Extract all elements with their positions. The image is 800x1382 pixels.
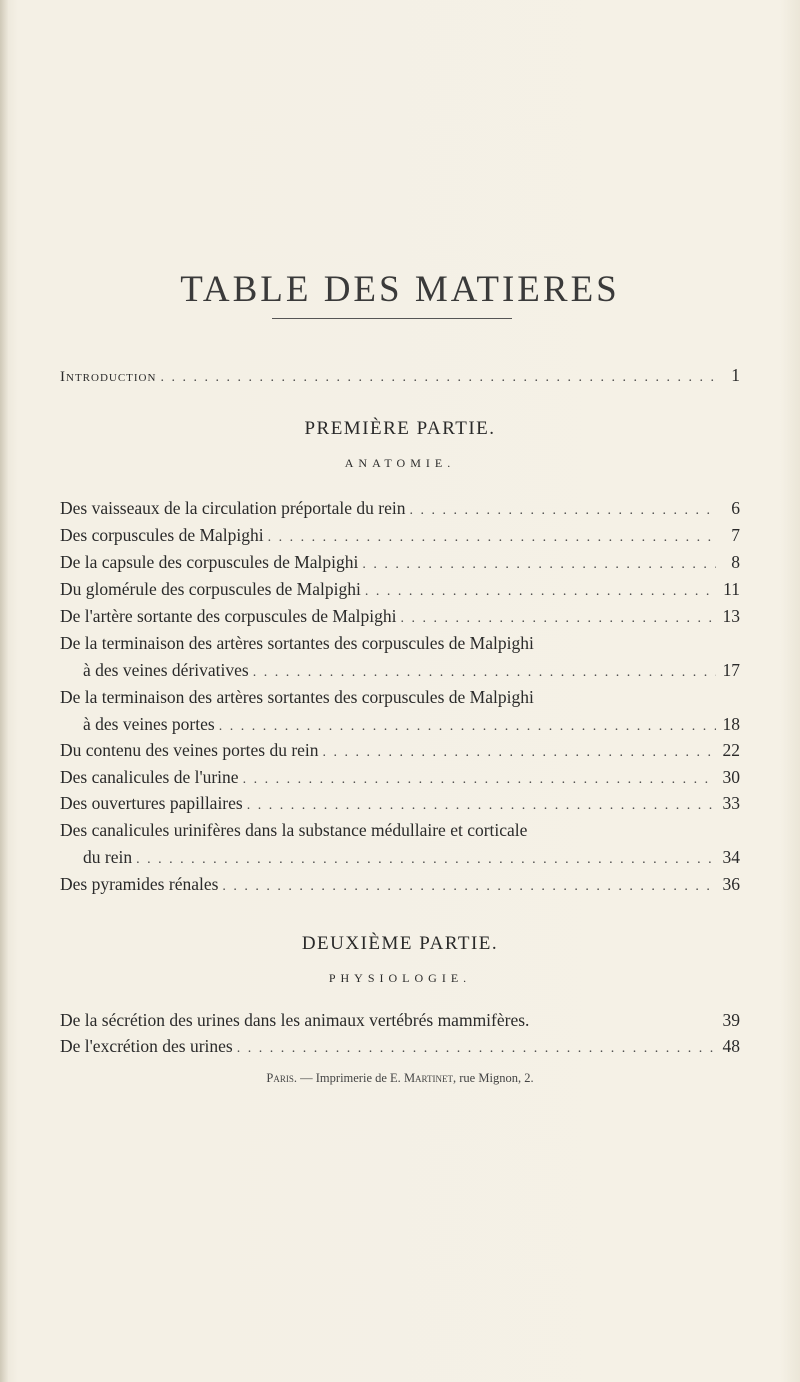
toc-entry-label: Introduction	[60, 369, 157, 385]
dot-leader	[410, 499, 717, 523]
dot-leader	[136, 848, 716, 872]
toc-page-number: 7	[731, 525, 740, 545]
part1-section-heading: ANATOMIE.	[344, 456, 456, 470]
dot-leader	[268, 526, 716, 550]
title-rule	[272, 318, 512, 319]
toc-page-number: 36	[722, 874, 740, 894]
toc-entry	[83, 845, 740, 869]
toc-page-number: 1	[731, 365, 740, 385]
toc-entry	[60, 1034, 740, 1058]
toc-page-number: 11	[723, 579, 740, 599]
toc-entry-label: à des veines portes	[83, 714, 215, 734]
toc-page-number: 18	[722, 714, 740, 734]
toc-entry-label: du rein	[83, 847, 133, 867]
toc-entry-label: Des vaisseaux de la circulation préportale du rein	[60, 498, 406, 518]
toc-entry	[60, 765, 740, 789]
part2-section-heading: PHYSIOLOGIE.	[328, 971, 472, 985]
toc-entry-label: De l'artère sortante des corpuscules de Malpighi	[60, 606, 397, 626]
toc-entry	[83, 712, 740, 736]
toc-entry	[60, 604, 740, 628]
dot-leader	[401, 607, 716, 631]
toc-page-number: 17	[722, 660, 740, 680]
toc-page-number: 6	[731, 498, 740, 518]
imprint-printer: Martinet	[403, 1071, 454, 1085]
dot-leader	[237, 1037, 716, 1061]
toc-entry	[60, 791, 740, 815]
toc-entry-label: à des veines dérivatives	[83, 660, 249, 680]
toc-entry-label: De la sécrétion des urines dans les animaux vertébrés mammifères.	[60, 1010, 530, 1030]
toc-page-number: 39	[722, 1010, 740, 1030]
toc-page-number: 33	[722, 793, 740, 813]
toc-entry-label: Des corpuscules de Malpighi	[60, 525, 264, 545]
toc-entry-line1: De la terminaison des artères sortantes des corpuscules de Malpighi	[60, 633, 534, 653]
toc-entry	[60, 872, 740, 896]
imprint-address: , rue Mignon, 2.	[453, 1071, 534, 1085]
page-title: TABLE DES MATIERES	[180, 269, 620, 310]
toc-entry-label: Du glomérule des corpuscules de Malpighi	[60, 579, 361, 599]
toc-entry-label: De l'excrétion des urines	[60, 1036, 233, 1056]
printer-imprint	[0, 1071, 800, 1086]
toc-entry	[60, 738, 740, 762]
toc-entry-label: De la capsule des corpuscules de Malpighi	[60, 552, 359, 572]
toc-entry	[83, 658, 740, 682]
toc-page-number: 48	[722, 1036, 740, 1056]
part1-heading: PREMIÈRE PARTIE.	[304, 418, 496, 439]
toc-entry-label: Des pyramides rénales	[60, 874, 219, 894]
toc-page-number: 34	[722, 847, 740, 867]
toc-entry	[60, 523, 740, 547]
toc-page-number: 8	[731, 552, 740, 572]
toc-entry-label: Des canalicules de l'urine	[60, 767, 239, 787]
book-spine-edge	[0, 0, 8, 1382]
toc-entry-line1: De la terminaison des artères sortantes des corpuscules de Malpighi	[60, 687, 534, 707]
dot-leader	[222, 875, 716, 899]
dot-leader	[247, 794, 716, 818]
toc-entry	[60, 550, 740, 574]
toc-page-number: 22	[722, 740, 740, 760]
imprint-text: — Imprimerie de E.	[300, 1071, 404, 1085]
toc-entry-introduction	[60, 363, 740, 387]
toc-entry	[60, 577, 740, 601]
dot-leader	[160, 366, 716, 390]
part2-heading: DEUXIÈME PARTIE.	[301, 933, 499, 954]
imprint-city: Paris.	[266, 1071, 298, 1085]
toc-entry	[60, 1008, 740, 1032]
dot-leader	[323, 741, 716, 765]
dot-leader	[365, 580, 716, 604]
dot-leader	[219, 715, 716, 739]
toc-entry-line1: Des canalicules urinifères dans la substance médullaire et corticale	[60, 820, 528, 840]
toc-page-number: 30	[722, 767, 740, 787]
toc-entry-label: Du contenu des veines portes du rein	[60, 740, 319, 760]
toc-page-number: 13	[722, 606, 740, 626]
dot-leader	[362, 553, 716, 577]
toc-entry	[60, 496, 740, 520]
dot-leader	[243, 768, 716, 792]
dot-leader	[253, 661, 716, 685]
toc-entry-label: Des ouvertures papillaires	[60, 793, 243, 813]
